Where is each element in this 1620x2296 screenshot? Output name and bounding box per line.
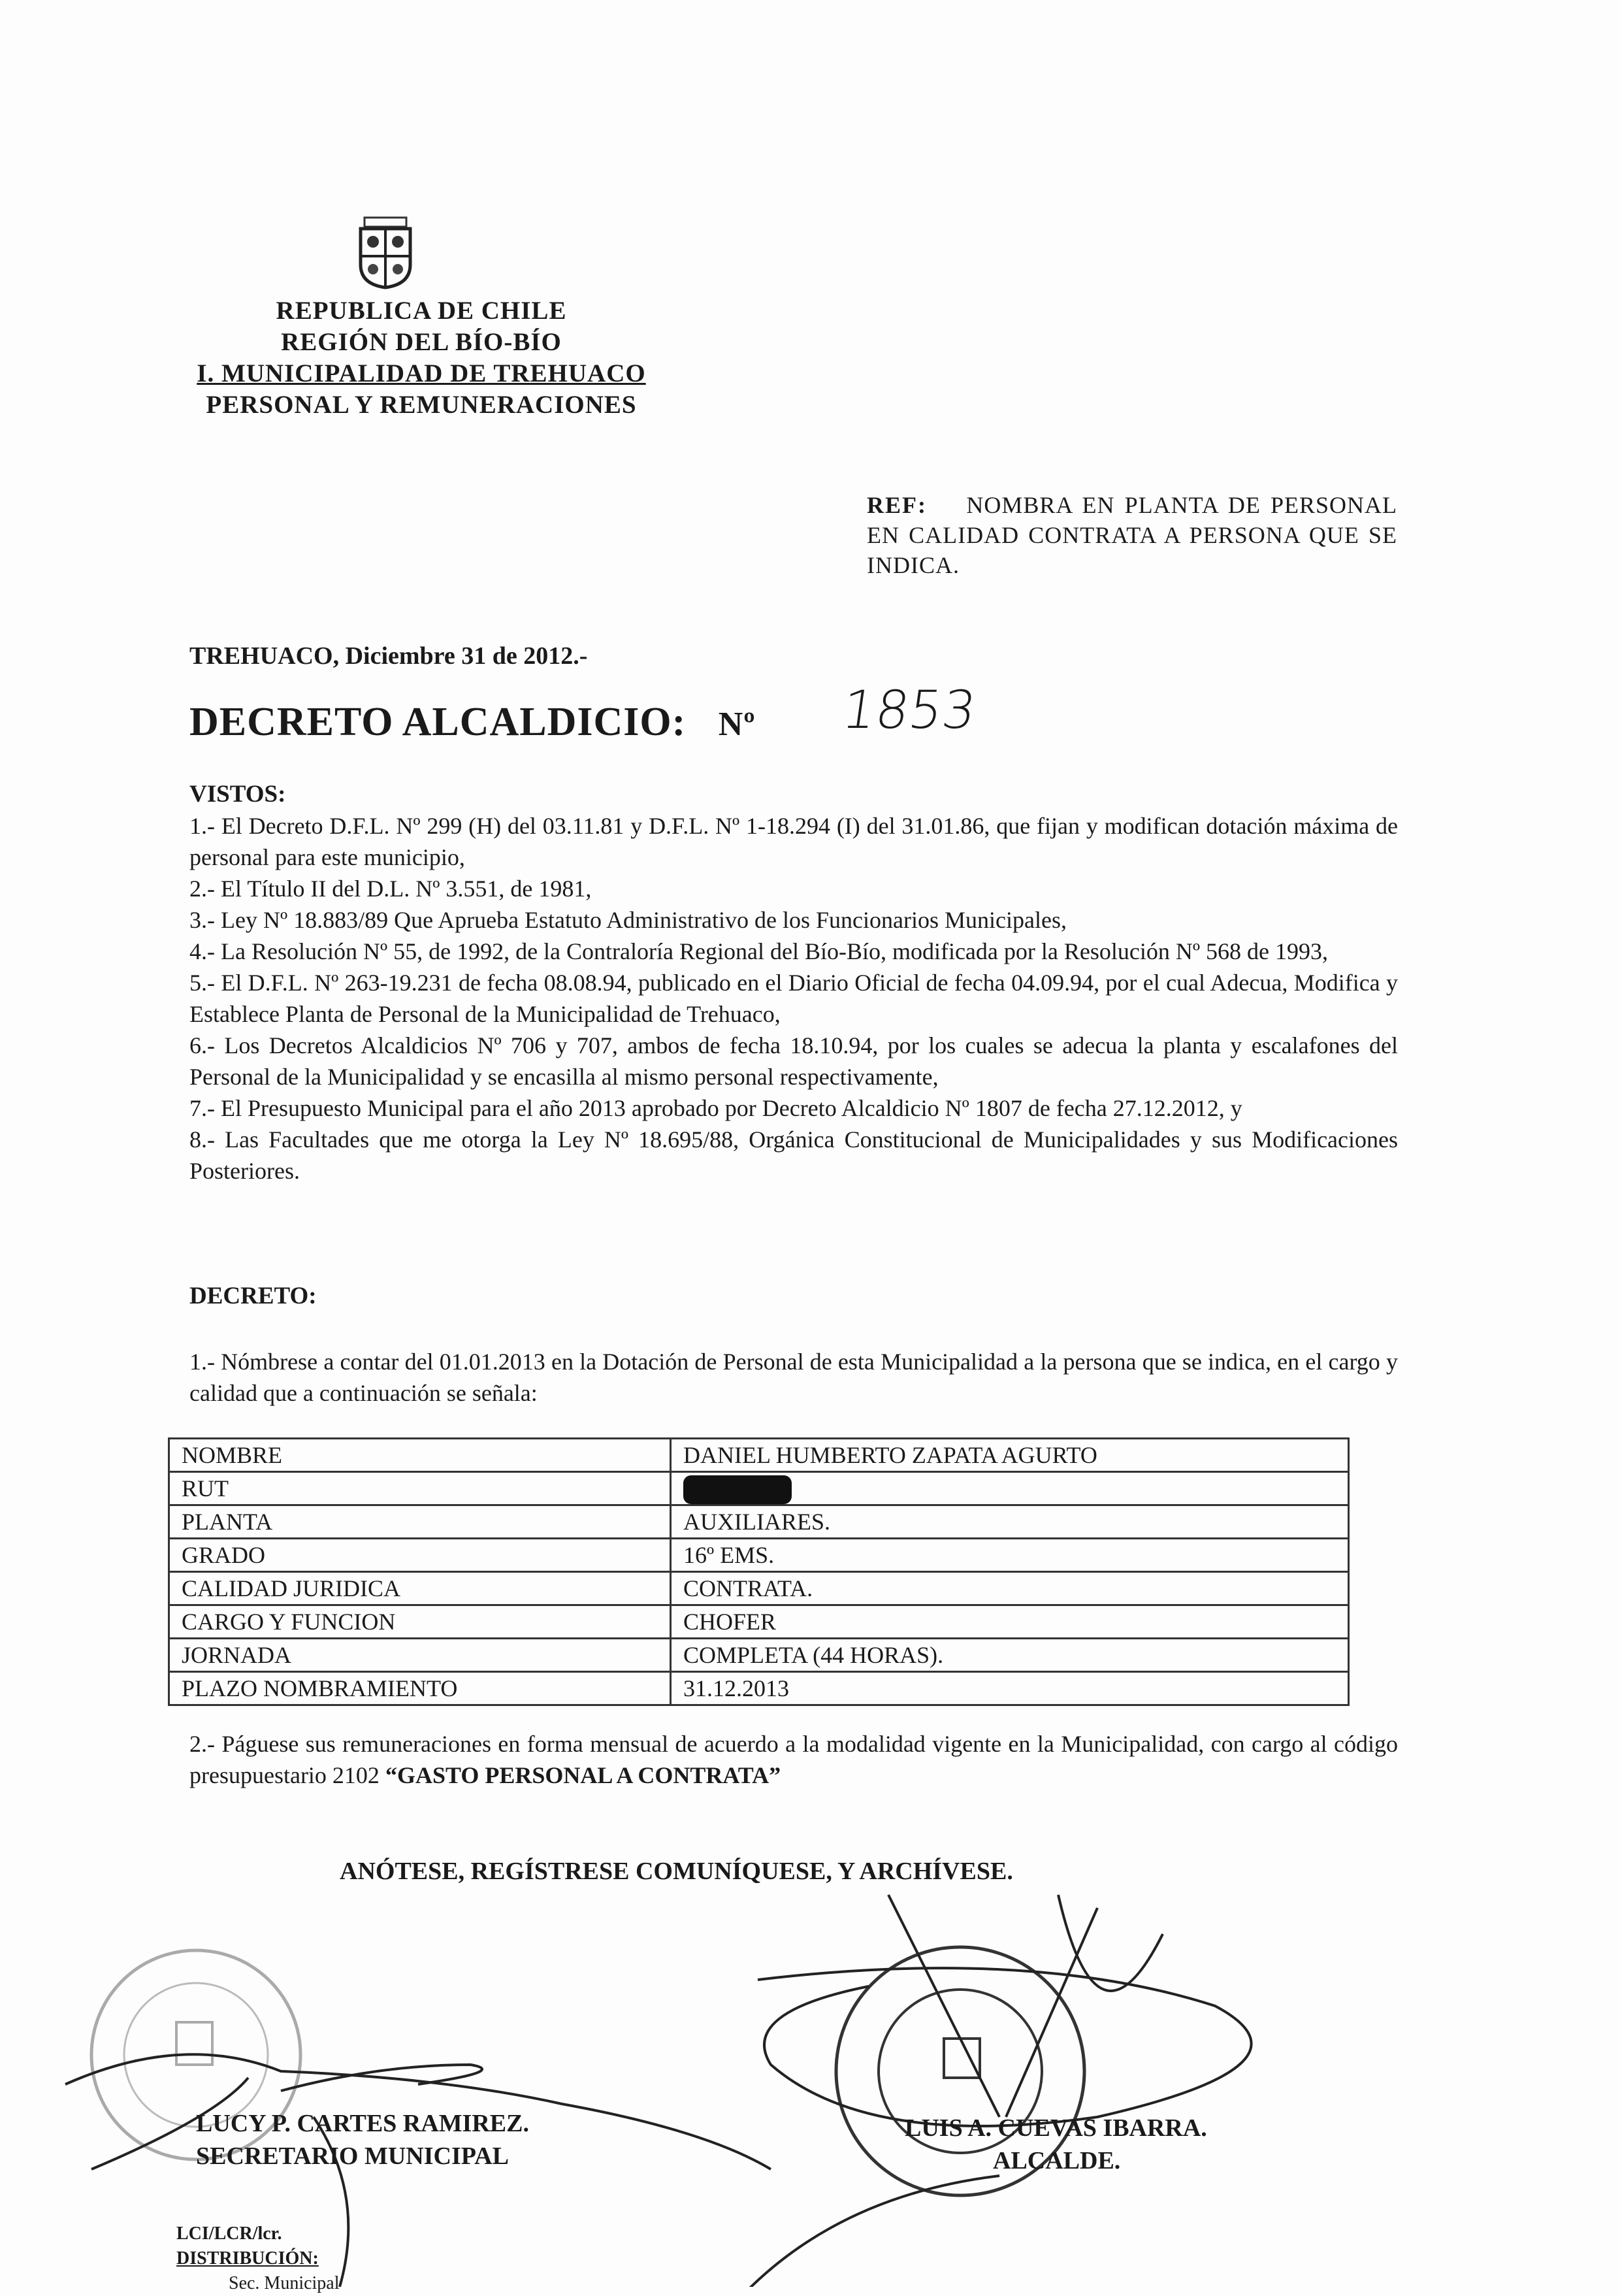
- row-value: COMPLETA (44 HORAS).: [671, 1639, 1349, 1672]
- decreto-paragraph-2: [189, 1728, 1398, 1791]
- decree-no-label: Nº: [718, 706, 756, 743]
- ref-text: NOMBRA EN PLANTA DE PERSONAL EN CALIDAD CONTRATA A PERSONA QUE SE INDICA.: [867, 492, 1397, 578]
- table-row: [169, 1639, 1349, 1672]
- row-label: RUT: [169, 1472, 671, 1505]
- mayor-signature-block: [905, 2112, 1207, 2177]
- vistos-item: 3.- Ley Nº 18.883/89 Que Aprueba Estatuto Administrativo de los Funcionarios Municipales,: [189, 907, 1067, 933]
- letterhead-line: REPUBLICA DE CHILE: [276, 297, 567, 325]
- row-label: PLANTA: [169, 1505, 671, 1539]
- letterhead: [127, 295, 715, 421]
- decreto-paragraph-1: 1.- Nómbrese a contar del 01.01.2013 en la Dotación de Personal de esta Municipalidad a la persona que se indica, en el cargo y calidad que a continuación se señala:: [189, 1349, 1398, 1406]
- distribution-item: Sec. Municipal: [229, 2273, 340, 2293]
- table-row: [169, 1605, 1349, 1639]
- redacted-rut: █.618.915-█: [683, 1475, 792, 1504]
- coat-of-arms-logo: [353, 216, 418, 291]
- table-row: [169, 1539, 1349, 1572]
- secretary-title: SECRETARIO MUNICIPAL: [196, 2142, 509, 2170]
- row-label: CALIDAD JURIDICA: [169, 1572, 671, 1605]
- row-label: GRADO: [169, 1539, 671, 1572]
- distribution-heading: DISTRIBUCIÓN:: [176, 2248, 319, 2269]
- letterhead-line: REGIÓN DEL BÍO-BÍO: [281, 328, 562, 356]
- row-value: CONTRATA.: [671, 1572, 1349, 1605]
- table-row: [169, 1572, 1349, 1605]
- decreto-heading: DECRETO:: [189, 1283, 317, 1309]
- vistos-item: 6.- Los Decretos Alcaldicios Nº 706 y 707, ambos de fecha 18.10.94, por los cuales se adecua la planta y escalafones del Personal de la Municipalidad y se encasilla al mismo personal respectivamente,: [189, 1032, 1398, 1090]
- row-value: [671, 1472, 1349, 1505]
- reference-block: [867, 490, 1397, 580]
- mayor-name: LUIS A. CUEVAS IBARRA.: [905, 2114, 1207, 2142]
- footer: [176, 2222, 340, 2296]
- vistos-item: 1.- El Decreto D.F.L. Nº 299 (H) del 03.11.81 y D.F.L. Nº 1-18.294 (I) del 31.01.86, que fijan y modifican dotación máxima de personal para este municipio,: [189, 813, 1398, 870]
- table-row: [169, 1505, 1349, 1539]
- row-label: JORNADA: [169, 1639, 671, 1672]
- budget-code-name: “GASTO PERSONAL A CONTRATA”: [385, 1762, 781, 1788]
- row-label: CARGO Y FUNCION: [169, 1605, 671, 1639]
- table-row: [169, 1439, 1349, 1472]
- row-value: 31.12.2013: [671, 1672, 1349, 1705]
- vistos-item: 8.- Las Facultades que me otorga la Ley Nº 18.695/88, Orgánica Constitucional de Municipalidades y sus Modificaciones Posteriores.: [189, 1126, 1398, 1184]
- p2-text: 2.- Páguese sus remuneraciones en forma mensual de acuerdo a la modalidad vigente en la Municipalidad, con cargo al código presupuestario 2102: [189, 1731, 1398, 1788]
- vistos-section: [189, 779, 1398, 1187]
- mayor-title: ALCALDE.: [993, 2147, 1121, 2174]
- vistos-heading: VISTOS:: [189, 781, 286, 808]
- decree-number-handwritten: 1853: [838, 680, 980, 740]
- row-label: NOMBRE: [169, 1439, 671, 1472]
- decree-title: [189, 699, 756, 746]
- ref-label: REF:: [867, 492, 927, 518]
- row-value: AUXILIARES.: [671, 1505, 1349, 1539]
- row-value: DANIEL HUMBERTO ZAPATA AGURTO: [671, 1439, 1349, 1472]
- letterhead-line: I. MUNICIPALIDAD DE TREHUACO: [197, 359, 646, 387]
- letterhead-line: PERSONAL Y REMUNERACIONES: [206, 391, 637, 419]
- table-row: [169, 1672, 1349, 1705]
- secretary-name: LUCY P. CARTES RAMIREZ.: [196, 2110, 529, 2137]
- appointment-table: [168, 1437, 1350, 1706]
- vistos-item: 5.- El D.F.L. Nº 263-19.231 de fecha 08.08.94, publicado en el Diario Oficial de fecha 04.09.94, por el cual Adecua, Modifica y Establece Planta de Personal de la Municipalidad de Trehuaco,: [189, 970, 1398, 1027]
- footer-initials: LCI/LCR/lcr.: [176, 2223, 282, 2244]
- decree-title-text: DECRETO ALCALDICIO:: [189, 700, 687, 744]
- closing-formula: ANÓTESE, REGÍSTRESE COMUNÍQUESE, Y ARCHÍVESE.: [340, 1858, 1013, 1885]
- row-value: CHOFER: [671, 1605, 1349, 1639]
- table-row: [169, 1472, 1349, 1505]
- vistos-item: 7.- El Presupuesto Municipal para el año 2013 aprobado por Decreto Alcaldicio Nº 1807 de fecha 27.12.2012, y: [189, 1095, 1242, 1121]
- vistos-item: 2.- El Título II del D.L. Nº 3.551, de 1981,: [189, 876, 592, 902]
- secretary-signature-block: [196, 2107, 529, 2173]
- row-label: PLAZO NOMBRAMIENTO: [169, 1672, 671, 1705]
- row-value: 16º EMS.: [671, 1539, 1349, 1572]
- vistos-item: 4.- La Resolución Nº 55, de 1992, de la Contraloría Regional del Bío-Bío, modificada por la Resolución Nº 568 de 1993,: [189, 938, 1328, 964]
- document-date: TREHUACO, Diciembre 31 de 2012.-: [189, 642, 588, 670]
